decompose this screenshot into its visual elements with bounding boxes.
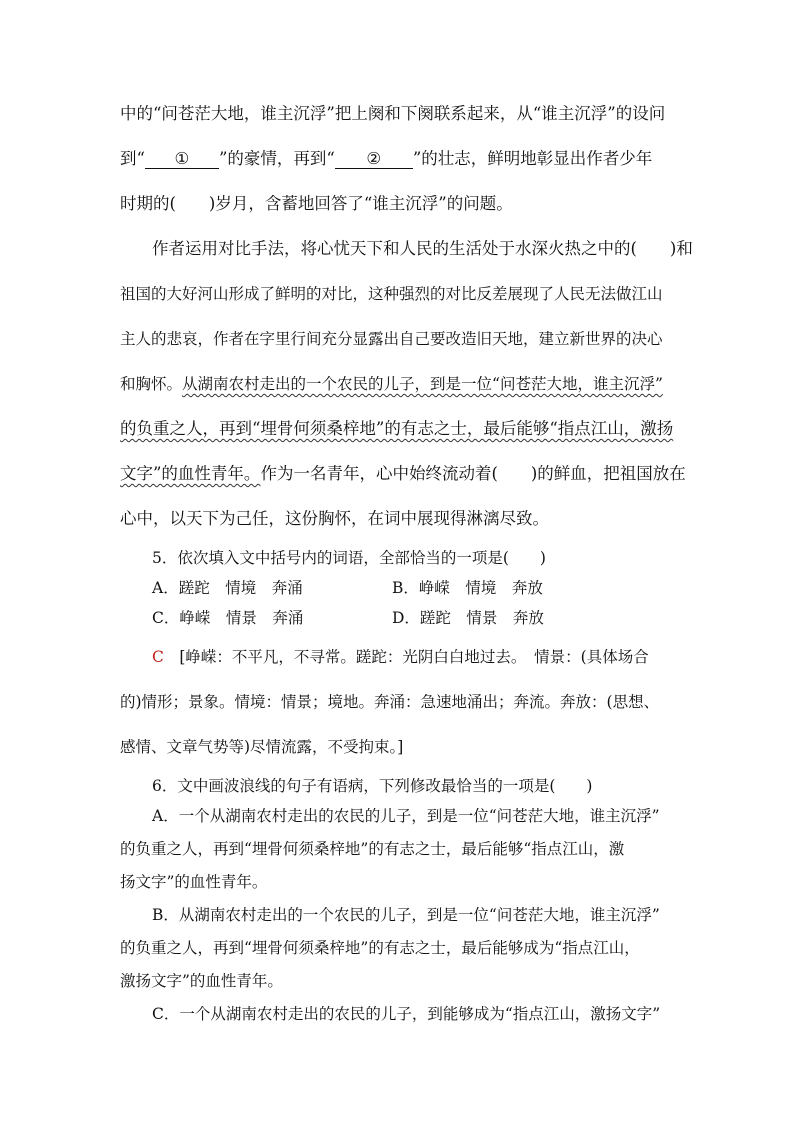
passage-text: 到“	[120, 149, 145, 168]
passage-line-2	[120, 148, 652, 170]
passage-line-5: 祖国的大好河山形成了鲜明的对比，这种强烈的对比反差展现了人民无法做江山	[120, 285, 663, 303]
answer-letter: C	[152, 648, 164, 666]
question-6-option-b-line-3: 激扬文字”的血性青年。	[120, 972, 283, 990]
question-5-options-row-1	[152, 577, 543, 599]
wavy-sentence: 从湖南农村走出的一个农民的儿子，到是一位“问苍茫大地，谁主沉浮”	[182, 375, 663, 393]
passage-line-10: 心中，以天下为己任，这份胸怀，在词中展现得淋漓尽致。	[120, 509, 549, 528]
question-6-option-a-line-2: 的负重之人，再到“埋骨何须桑梓地”的有志之士，最后能够“指点江山，激	[120, 840, 625, 858]
question-6-option-b-line-2: 的负重之人，再到“埋骨何须桑梓地”的有志之士，最后能够成为“指点江山，	[120, 939, 640, 957]
passage-text: ”的壮志，鲜明地彰显出作者少年	[412, 149, 653, 168]
blank-1: ①	[145, 150, 219, 169]
passage-line-3: 时期的( )岁月，含蓄地回答了“谁主沉浮”的问题。	[120, 194, 513, 213]
question-5-options-row-2	[152, 607, 544, 629]
passage-text: 和胸怀。	[120, 375, 183, 393]
question-6-stem: 6．文中画波浪线的句子有语病，下列修改最恰当的一项是( )	[152, 777, 593, 795]
passage-line-4: 作者运用对比手法，将心忧天下和人民的生活处于水深火热之中的( )和	[152, 239, 693, 258]
question-6-option-a-line-3: 扬文字”的血性青年。	[120, 873, 268, 891]
passage-text: ”的豪情，再到“	[218, 149, 335, 168]
passage-line-6: 主人的悲哀，作者在字里行间充分显露出自己要改造旧天地，建立新世界的决心	[120, 330, 663, 348]
option-a: A．蹉跎 情境 奔涌	[152, 579, 303, 597]
option-b: B．峥嵘 情境 奔放	[392, 579, 543, 597]
wavy-sentence: 的负重之人，再到“埋骨何须桑梓地”的有志之士，最后能够“指点江山，激扬	[120, 419, 674, 438]
passage-line-9	[120, 463, 686, 485]
blank-2: ②	[335, 150, 413, 169]
option-d: D．蹉跎 情景 奔放	[392, 609, 544, 627]
passage-line-8	[120, 418, 673, 440]
question-6-option-c-line-1: C．一个从湖南农村走出的农民的儿子，到能够成为“指点江山，激扬文字”	[152, 1005, 661, 1023]
question-6-option-a-line-1: A．一个从湖南农村走出的农民的儿子，到是一位“问苍茫大地，谁主沉浮”	[152, 807, 660, 825]
question-6-option-b-line-1: B．从湖南农村走出的一个农民的儿子，到是一位“问苍茫大地，谁主沉浮”	[152, 906, 660, 924]
explanation-text: [峥嵘：不平凡，不寻常。蹉跎：光阴白白地过去。 情景：(具体场合	[163, 648, 649, 666]
passage-line-7	[120, 373, 663, 395]
passage-text: 作为一名青年，心中始终流动着( )的鲜血，把祖国放在	[260, 464, 686, 483]
answer-line-2: 的)情形；景象。情境：情景；境地。奔涌：急速地涌出；奔流。奔放：(思想、	[120, 693, 660, 711]
option-c: C．峥嵘 情景 奔涌	[152, 609, 304, 627]
passage-line-1: 中的“问苍茫大地，谁主沉浮”把上阕和下阕联系起来，从“谁主沉浮”的设问	[120, 104, 666, 123]
question-5-stem: 5．依次填入文中括号内的词语，全部恰当的一项是( )	[152, 549, 546, 567]
wavy-sentence: 文字”的血性青年。	[120, 464, 261, 483]
answer-line-1	[152, 646, 649, 668]
answer-line-3: 感情、文章气势等)尽情流露，不受拘束。]	[120, 738, 404, 756]
